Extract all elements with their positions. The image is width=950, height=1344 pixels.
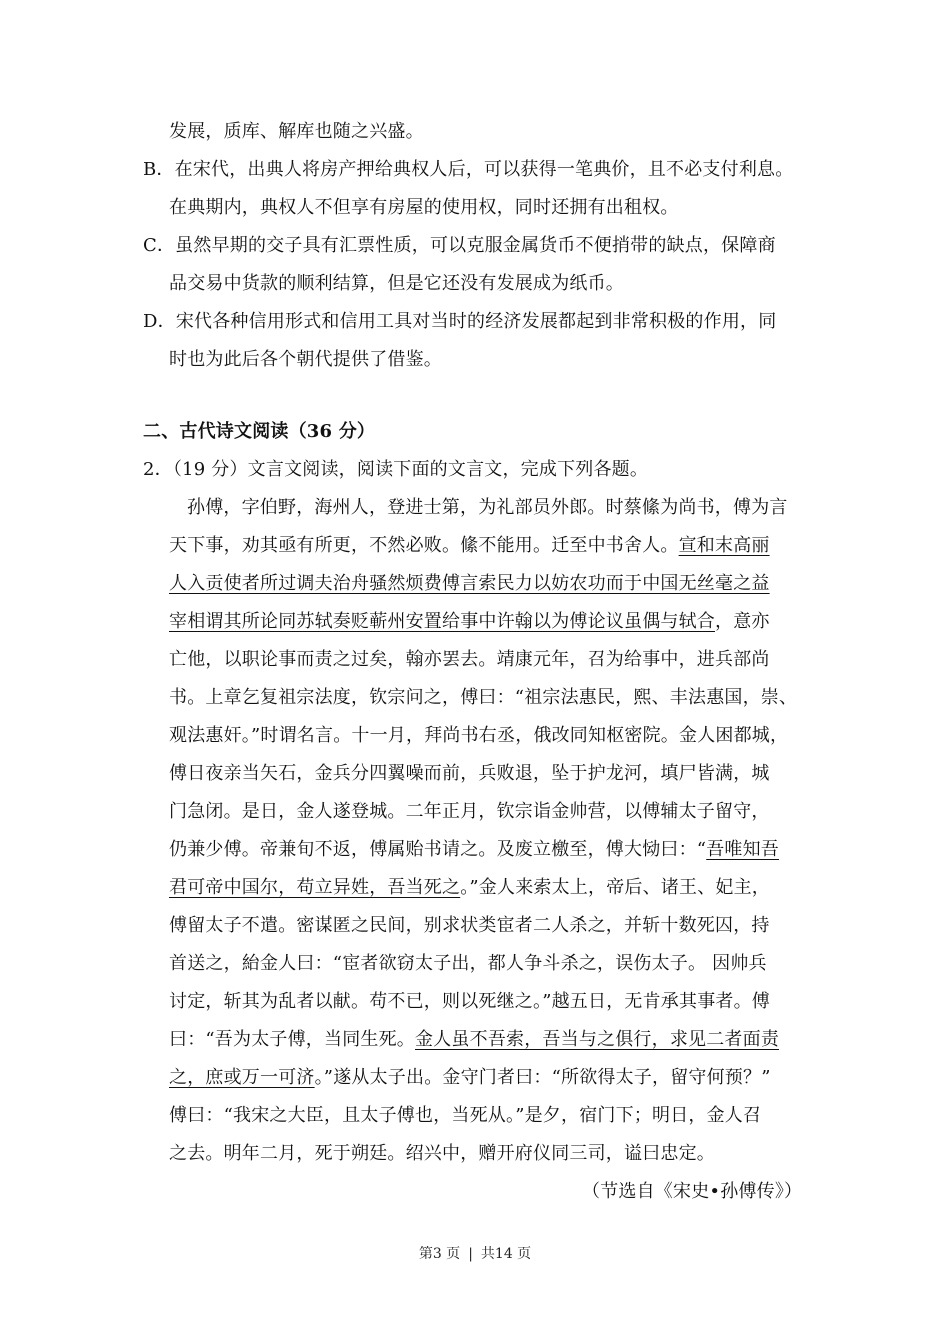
passage-text: 仍兼少傅。帝兼旬不返，傅属贻书请之。及废立檄至，傅大恸曰：“	[169, 839, 707, 860]
passage-line-7: 观法惠奸。”时谓名言。十一月，拜尚书右丞，俄改同知枢密院。金人困都城，	[169, 725, 789, 746]
passage-line-3: 人入贡使者所过调夫治舟骚然烦费傅言索民力以妨农功而于中国无丝毫之益	[169, 573, 770, 594]
passage-line-8: 傅日夜亲当矢石，金兵分四翼噪而前，兵败退，坠于护龙河，填尸皆满，城	[169, 763, 770, 784]
passage-line-5: 亡他，以职论事而责之过矣，翰亦罢去。靖康元年，召为给事中，进兵部尚	[169, 649, 770, 670]
page-number: 第3 页	[418, 1246, 461, 1262]
underlined-sentence: 君可帝中国尔，苟立异姓，吾当死之	[169, 877, 461, 898]
passage-text: 天下事，劝其亟有所更，不然必败。絛不能用。迁至中书舍人。	[169, 535, 679, 556]
passage-text: 曰：“吾为太子傅，当同生死。	[169, 1029, 416, 1050]
passage-line-6: 书。上章乞复祖宗法度，钦宗问之，傅曰：“祖宗法惠民，熙、丰法惠国，崇、	[169, 687, 798, 708]
passage-text: 。”遂从太子出。金守门者曰：“所欲得太子，留守何预？”	[314, 1067, 771, 1088]
passage-line-11	[169, 876, 770, 900]
footer-separator: |	[468, 1246, 473, 1262]
underlined-sentence: 吾唯知吾	[706, 839, 780, 860]
passage-line-4	[169, 610, 770, 634]
passage-line-17: 傅曰：“我宋之大臣，且太子傅也，当死从。”是夕，宿门下；明日，金人召	[169, 1105, 762, 1126]
underlined-sentence: 宰相谓其所论同苏轼奏贬蕲州安置给事中许翰以为傅论议虽偶与轼合	[169, 611, 715, 632]
page-total: 共14 页	[480, 1246, 532, 1262]
passage-line-13: 首送之，紿金人曰：“宦者欲窃太子出，都人争斗杀之，误伤太子。 因帅兵	[169, 953, 767, 974]
option-a-continuation: 发展，质库、解库也随之兴盛。	[169, 121, 424, 142]
option-c-line-2: 品交易中货款的顺利结算，但是它还没有发展成为纸币。	[169, 273, 624, 294]
passage-line-18: 之去。明年二月，死于朔廷。绍兴中，赠开府仪同三司，谥曰忠定。	[169, 1143, 715, 1164]
section-title: 二、古代诗文阅读（36 分）	[143, 421, 376, 442]
page-footer	[0, 1244, 950, 1264]
passage-line-9: 门急闭。是日，金人遂登城。二年正月，钦宗诣金帅营，以傅辅太子留守，	[169, 801, 770, 822]
passage-line-2	[169, 534, 770, 558]
option-b-line-2: 在典期内，典权人不但享有房屋的使用权，同时还拥有出租权。	[169, 197, 679, 218]
passage-line-16	[169, 1066, 771, 1090]
passage-line-12: 傅留太子不遣。密谋匿之民间，别求状类宦者二人杀之，并斩十数死囚，持	[169, 915, 770, 936]
underlined-sentence: 金人虽不吾索，吾当与之俱行，求见二者面责	[415, 1029, 780, 1050]
option-d-line-1: D．宋代各种信用形式和信用工具对当时的经济发展都起到非常积极的作用，同	[143, 311, 777, 332]
option-b-line-1: B．在宋代，出典人将房产押给典权人后，可以获得一笔典价，且不必支付利息。	[143, 159, 794, 180]
option-d-line-2: 时也为此后各个朝代提供了借鉴。	[169, 349, 442, 370]
passage-line-1: 孙傅，字伯野，海州人，登进士第，为礼部员外郎。时蔡絛为尚书，傅为言	[187, 497, 788, 518]
passage-line-10	[169, 838, 779, 862]
underlined-sentence: 宣和末高丽	[678, 535, 770, 556]
passage-text: ，意亦	[715, 611, 770, 632]
source-citation: （节选自《宋史•孙傅传》）	[582, 1181, 803, 1202]
passage-line-15	[169, 1028, 779, 1052]
question-stem: 2．（19 分）文言文阅读，阅读下面的文言文，完成下列各题。	[143, 459, 649, 480]
option-c-line-1: C．虽然早期的交子具有汇票性质，可以克服金属货币不便捎带的缺点，保障商	[143, 235, 776, 256]
passage-text: 。”金人来索太上，帝后、诸王、妃主，	[460, 877, 771, 898]
underlined-sentence: 之，庶或万一可济	[169, 1067, 315, 1088]
passage-line-14: 讨定，斩其为乱者以献。苟不已，则以死继之。”越五日，无肯承其事者。傅	[169, 991, 770, 1012]
